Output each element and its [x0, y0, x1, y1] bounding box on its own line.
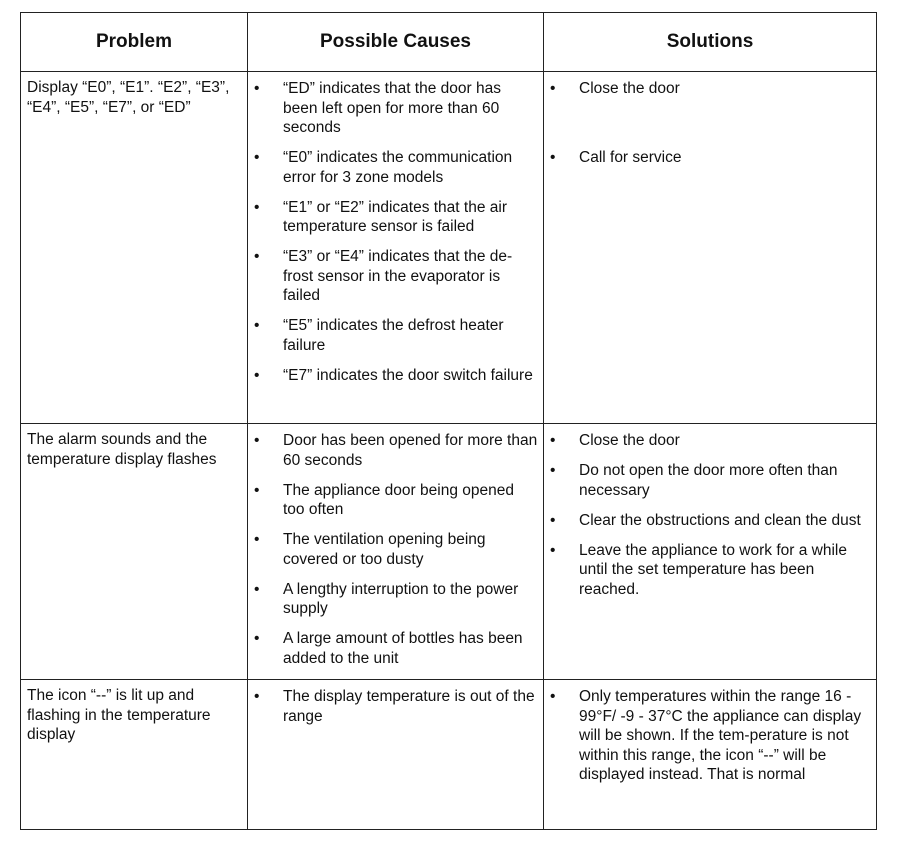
cause-text: “E0” indicates the communication error for 3 zone models — [283, 149, 513, 186]
cause-item — [248, 687, 539, 726]
cause-item — [248, 431, 539, 470]
solution-item — [544, 687, 872, 785]
table-row — [21, 680, 877, 830]
bullet-icon: • — [254, 198, 260, 216]
cause-text: The appliance door being opened too often — [283, 481, 514, 518]
bullet-icon: • — [550, 511, 556, 529]
bullet-icon: • — [550, 688, 556, 705]
bullet-icon: • — [254, 481, 260, 499]
bullet-icon: • — [254, 317, 260, 334]
cause-text: “E3” or “E4” indicates that the de-frost sensor in the evaporator is failed — [283, 248, 513, 304]
solution-item — [544, 541, 872, 600]
bullet-icon: • — [254, 531, 260, 548]
cause-item — [248, 316, 539, 355]
solution-item — [544, 148, 872, 168]
bullet-icon: • — [254, 580, 260, 598]
problem-cell: The icon “--” is lit up and flashing in the temperature display — [21, 680, 248, 830]
cause-item — [248, 629, 539, 668]
header-row — [21, 13, 877, 72]
table-row — [21, 424, 877, 680]
causes-cell — [248, 72, 544, 424]
cause-text: The ventilation opening being covered or too dusty — [283, 531, 486, 568]
solution-text: Close the door — [579, 432, 680, 449]
solutions-cell — [544, 72, 877, 424]
cause-text: “ED” indicates that the door has been left open for more than 60 seconds — [283, 80, 501, 136]
cause-text: The display temperature is out of the range — [283, 688, 535, 725]
header-possible-causes: Possible Causes — [248, 13, 544, 72]
solution-item — [544, 79, 872, 99]
header-solutions: Solutions — [544, 13, 877, 72]
cause-item — [248, 79, 539, 138]
solution-item — [544, 431, 872, 451]
bullet-icon: • — [550, 541, 556, 559]
cause-text: “E5” indicates the defrost heater failure — [283, 317, 504, 354]
bullet-icon: • — [254, 248, 260, 265]
bullet-icon: • — [254, 432, 260, 449]
cause-item — [248, 580, 539, 619]
cause-item — [248, 247, 539, 306]
bullet-icon: • — [254, 80, 260, 97]
bullet-icon: • — [254, 688, 260, 705]
problem-cell: The alarm sounds and the temperature display flashes — [21, 424, 248, 680]
cause-item — [248, 198, 539, 237]
causes-cell — [248, 680, 544, 830]
solution-text: Only temperatures within the range 16 - 99°F/ -9 - 37°C the appliance can display will be shown. If the tem-perature is not within this range, the icon “--” will be displayed instead. That is normal — [579, 688, 862, 783]
cause-text: Door has been opened for more than 60 seconds — [283, 432, 538, 469]
solution-text: Leave the appliance to work for a while until the set temperature has been reached. — [579, 541, 847, 598]
cause-item — [248, 148, 539, 187]
problem-cell: Display “E0”, “E1”. “E2”, “E3”, “E4”, “E5”, “E7”, or “ED” — [21, 72, 248, 424]
cause-item — [248, 481, 539, 520]
bullet-icon: • — [254, 366, 260, 384]
header-problem: Problem — [21, 13, 248, 72]
bullet-icon: • — [550, 148, 556, 166]
solution-item — [544, 511, 872, 531]
bullet-icon: • — [254, 149, 260, 166]
solution-text: Do not open the door more often than necessary — [579, 462, 838, 499]
bullet-icon: • — [254, 630, 260, 647]
troubleshooting-table — [20, 12, 877, 830]
cause-text: “E1” or “E2” indicates that the air temperature sensor is failed — [283, 198, 507, 235]
solution-text: Call for service — [579, 148, 682, 166]
cause-text: “E7” indicates the door switch failure — [283, 366, 533, 384]
solutions-cell — [544, 680, 877, 830]
solution-text: Clear the obstructions and clean the dust — [579, 511, 861, 529]
table-row — [21, 72, 877, 424]
solution-text: Close the door — [579, 80, 680, 97]
solution-item — [544, 461, 872, 500]
bullet-icon: • — [550, 80, 556, 97]
cause-text: A lengthy interruption to the power supply — [283, 580, 519, 617]
causes-cell — [248, 424, 544, 680]
cause-item — [248, 530, 539, 569]
solutions-cell — [544, 424, 877, 680]
bullet-icon: • — [550, 432, 556, 449]
cause-item — [248, 366, 539, 386]
cause-text: A large amount of bottles has been added to the unit — [283, 630, 523, 667]
bullet-icon: • — [550, 462, 556, 479]
